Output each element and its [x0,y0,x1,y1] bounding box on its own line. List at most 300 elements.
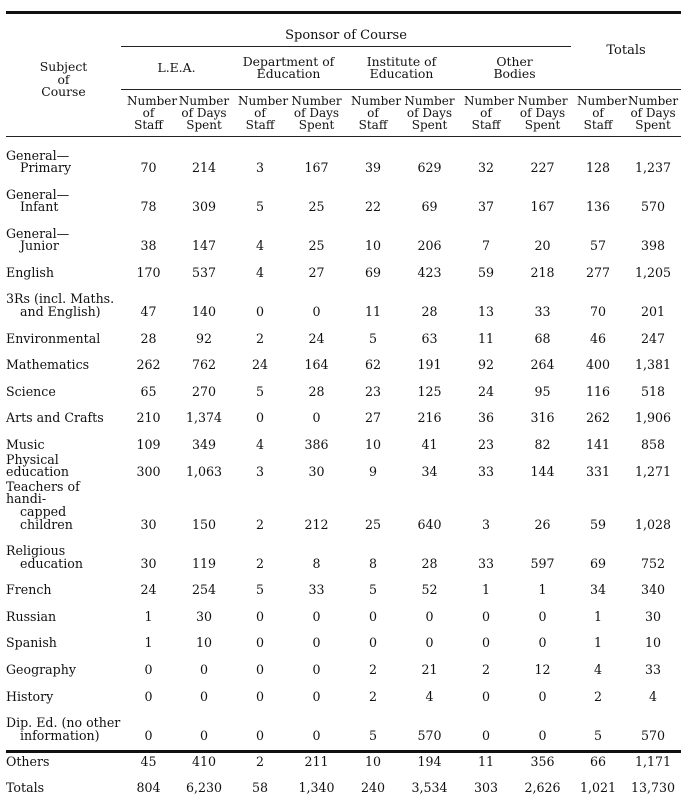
row-subject [6,139,121,177]
cell-institute-staff: 5 [368,727,377,743]
table-row [6,216,681,255]
cell-other-staff: 0 [481,608,490,624]
cell-institute-staff: 10 [364,238,382,254]
cell-other-days: 68 [534,330,551,346]
row-subject [6,625,121,652]
cell-institute-staff: 240 [360,780,386,796]
row-subject-line: Infant [20,199,59,215]
cell-totals-staff: 70 [590,304,607,319]
row-subject-line: education [20,555,83,571]
cell-totals-days: 30 [645,608,662,624]
cell-totals-staff: 400 [586,357,611,373]
cell-department-days: 27 [308,265,325,280]
cell-department-staff: 2 [255,754,264,770]
cell-department-staff: 58 [251,780,269,796]
row-subject-line: Junior [20,238,59,254]
cell-totals-staff: 136 [586,199,611,215]
col-header-other-staff: Number of Staff [458,90,514,137]
cell-institute-staff: 0 [368,635,377,651]
row-subject [6,771,121,797]
group-header-department: Department of Education [232,47,345,90]
cell-department-days: 0 [312,688,321,704]
cell-institute-days: 0 [425,635,434,651]
row-subject-line: Arts and Crafts [6,410,104,426]
cell-lea-days: 537 [191,265,217,280]
row-subject-line: English [6,265,54,280]
cell-other-days: 316 [530,410,555,426]
cell-other-days: 26 [534,516,551,532]
totals-row [6,771,681,797]
cell-totals-days: 1,028 [635,516,672,532]
cell-institute-days: 52 [421,582,438,598]
cell-totals-days: 752 [641,555,666,571]
cell-totals-days: 1,906 [635,410,672,426]
cell-totals-staff: 1 [594,608,603,624]
cell-other-staff: 11 [477,330,495,346]
cell-department-days: 33 [308,582,325,598]
cell-totals-staff: 46 [590,330,607,346]
cell-institute-staff: 10 [364,436,382,452]
cell-lea-staff: 804 [136,780,161,796]
cell-other-staff: 13 [477,304,495,319]
col-header-institute-staff: Number of Staff [345,90,401,137]
cell-other-staff: 33 [477,555,495,571]
cell-totals-staff: 59 [590,516,607,532]
cell-totals-days: 1,271 [635,464,672,480]
cell-department-days: 0 [312,727,321,743]
cell-other-days: 95 [534,383,551,399]
cell-lea-staff: 65 [140,383,157,399]
cell-other-days: 0 [538,688,547,704]
cell-institute-staff: 8 [368,555,377,571]
cell-institute-days: 629 [417,160,442,176]
cell-lea-days: 0 [199,688,208,704]
cell-lea-days: 6,230 [185,780,223,796]
cell-totals-days: 518 [641,383,666,399]
cell-department-staff: 0 [255,661,264,677]
row-subject-line: Mathematics [6,357,90,373]
col-header-department-staff: Number of Staff [232,90,288,137]
table-row [6,255,681,282]
cell-totals-staff: 116 [586,383,611,399]
cell-other-days: 167 [530,199,555,215]
cell-department-staff: 2 [255,516,264,532]
cell-other-days: 1 [538,582,547,598]
cell-institute-days: 41 [421,436,438,452]
cell-institute-days: 125 [417,383,442,399]
row-subject [6,599,121,626]
cell-department-staff: 2 [255,555,264,571]
cell-department-days: 211 [304,754,329,770]
cell-totals-staff: 2 [594,688,603,704]
cell-totals-days: 4 [649,688,658,704]
cell-totals-staff: 34 [590,582,607,598]
table-row [6,705,681,744]
row-subject [6,255,121,282]
cell-department-days: 1,340 [298,780,335,796]
sponsor-header: Sponsor of Course [285,27,407,43]
cell-institute-days: 206 [417,238,442,254]
cell-lea-staff: 45 [140,754,157,770]
cell-department-days: 0 [312,304,321,319]
cell-lea-days: 30 [195,608,213,624]
cell-lea-staff: 47 [140,304,157,319]
row-subject-line: Spanish [6,635,57,651]
cell-department-staff: 0 [255,688,264,704]
cell-department-staff: 3 [255,464,264,480]
cell-totals-days: 398 [641,238,666,254]
cell-other-days: 2,626 [524,780,561,796]
row-subject-line: Dip. Ed. (no other [6,714,121,730]
cell-institute-days: 570 [417,727,442,743]
table-row [6,599,681,626]
cell-lea-staff: 78 [140,199,157,215]
col-header-totals-staff: Number of Staff [571,90,625,137]
cell-institute-staff: 2 [368,688,377,704]
row-subject-line: 3Rs (incl. Maths. [6,291,115,307]
table-row [6,139,681,177]
row-subject [6,321,121,348]
cell-other-days: 218 [530,265,555,280]
cell-institute-staff: 69 [364,265,382,280]
row-subject-line: Teachers of handi- [6,478,80,507]
cell-institute-days: 28 [421,555,438,571]
cell-other-staff: 59 [477,265,495,280]
group-header-other [458,47,571,90]
cell-totals-days: 570 [641,727,666,743]
cell-department-staff: 5 [255,582,264,598]
cell-lea-staff: 210 [136,410,161,426]
cell-totals-staff: 57 [590,238,607,254]
courses-table [6,24,681,797]
cell-lea-staff: 30 [140,516,157,532]
row-subject-line: Music [6,436,45,452]
cell-totals-staff: 141 [586,436,611,452]
cell-totals-days: 33 [645,661,662,677]
row-subject-line: Geography [6,661,76,677]
cell-institute-staff: 22 [364,199,382,215]
cell-totals-days: 1,205 [635,265,672,280]
cell-totals-days: 1,171 [635,754,672,770]
cell-lea-staff: 300 [136,464,161,480]
row-subject-line: Primary [20,160,72,176]
cell-lea-days: 410 [191,754,217,770]
cell-totals-days: 1,381 [635,357,672,373]
cell-department-staff: 5 [255,383,264,399]
cell-totals-staff: 128 [586,160,611,176]
cell-institute-days: 69 [421,199,438,215]
cell-totals-staff: 66 [590,754,607,770]
row-subject-line: Russian [6,608,57,624]
cell-institute-staff: 11 [364,304,382,319]
cell-totals-days: 1,237 [635,160,672,176]
row-subject-line: General— [6,186,70,202]
cell-other-days: 82 [534,436,551,452]
cell-institute-days: 194 [417,754,442,770]
cell-department-staff: 0 [255,608,264,624]
row-subject-line: Science [6,383,56,399]
row-subject [6,572,121,599]
cell-lea-staff: 1 [144,608,153,624]
table-row [6,481,681,533]
cell-totals-staff: 1,021 [580,780,617,796]
cell-other-days: 227 [530,160,555,176]
cell-department-days: 212 [304,516,329,532]
cell-lea-days: 0 [199,727,208,743]
cell-totals-staff: 262 [586,410,611,426]
cell-department-days: 386 [304,436,329,452]
cell-other-staff: 0 [481,635,490,651]
cell-lea-days: 309 [191,199,217,215]
cell-other-days: 20 [534,238,551,254]
cell-totals-staff: 331 [586,464,611,480]
cell-institute-staff: 39 [364,160,382,176]
cell-institute-staff: 5 [368,582,377,598]
cell-other-days: 144 [530,464,555,480]
table-row [6,427,681,454]
row-subject-line: French [6,582,52,598]
cell-institute-days: 191 [417,357,442,373]
cell-other-staff: 92 [477,357,495,373]
cell-lea-days: 1,374 [185,410,223,426]
subject-header-text: Subject of Course [39,59,88,100]
cell-institute-staff: 27 [364,410,382,426]
cell-institute-days: 0 [425,608,434,624]
cell-totals-days: 858 [641,436,666,452]
cell-department-days: 24 [308,330,325,346]
cell-totals-staff: 5 [594,727,603,743]
cell-totals-staff: 4 [594,661,603,677]
cell-lea-staff: 30 [140,555,157,571]
cell-totals-days: 570 [641,199,666,215]
col-header-institute-days: Number of Days Spent [401,90,458,137]
row-subject-line: History [6,688,54,704]
row-subject [6,744,121,771]
cell-institute-staff: 62 [364,357,382,373]
cell-department-days: 25 [308,199,325,215]
cell-institute-staff: 2 [368,661,377,677]
cell-department-days: 8 [312,555,321,571]
cell-lea-days: 150 [191,516,217,532]
cell-institute-staff: 5 [368,330,377,346]
cell-department-days: 0 [312,410,321,426]
cell-lea-staff: 170 [136,265,161,280]
cell-totals-staff: 277 [586,265,611,280]
cell-other-staff: 11 [477,754,495,770]
cell-lea-staff: 0 [144,661,153,677]
cell-lea-days: 0 [199,661,208,677]
cell-other-staff: 303 [473,780,499,796]
row-subject [6,533,121,572]
row-subject-line: General— [6,225,70,241]
cell-department-days: 0 [312,661,321,677]
cell-lea-staff: 28 [140,330,157,346]
cell-department-staff: 5 [255,199,264,215]
cell-department-days: 164 [304,357,329,373]
row-subject-line: and English) [20,304,101,319]
table-row [6,374,681,401]
cell-department-staff: 0 [255,635,264,651]
table-row [6,347,681,374]
cell-institute-days: 28 [421,304,438,319]
cell-totals-staff: 69 [590,555,607,571]
cell-lea-days: 214 [191,160,217,176]
cell-lea-staff: 262 [136,357,161,373]
cell-department-days: 28 [308,383,325,399]
cell-other-staff: 37 [477,199,495,215]
cell-department-days: 30 [308,464,325,480]
cell-institute-days: 21 [421,661,438,677]
cell-other-staff: 0 [481,727,490,743]
cell-other-days: 264 [530,357,555,373]
table-row [6,744,681,771]
cell-other-days: 0 [538,608,547,624]
bottom-rule [6,750,681,753]
col-header-lea-staff: Number of Staff [121,90,176,137]
cell-other-staff: 24 [477,383,495,399]
cell-other-days: 0 [538,635,547,651]
table-row [6,533,681,572]
cell-institute-staff: 10 [364,754,382,770]
row-subject [6,451,121,481]
table-row [6,652,681,679]
cell-lea-staff: 1 [144,635,153,651]
cell-lea-days: 270 [191,383,217,399]
col-header-lea-days: Number of Days Spent [176,90,232,137]
cell-department-days: 167 [304,160,329,176]
cell-other-days: 33 [534,304,551,319]
cell-department-staff: 2 [255,330,264,346]
row-subject [6,705,121,744]
cell-institute-staff: 23 [364,383,382,399]
cell-other-staff: 36 [477,410,495,426]
group-header-lea: L.E.A. [121,47,232,90]
cell-department-days: 0 [312,635,321,651]
cell-institute-staff: 9 [368,464,377,480]
row-subject-line: Environmental [6,330,101,346]
cell-totals-staff: 1 [594,635,603,651]
cell-other-staff: 1 [481,582,490,598]
cell-lea-staff: 70 [140,160,157,176]
cell-department-staff: 0 [255,304,264,319]
cell-lea-days: 140 [191,304,217,319]
cell-other-days: 12 [534,661,551,677]
row-subject [6,374,121,401]
group-header-other-text: Other Bodies [493,53,536,81]
row-subject [6,400,121,427]
cell-lea-days: 349 [191,436,217,452]
cell-lea-days: 254 [191,582,217,598]
cell-lea-days: 92 [195,330,213,346]
table-row [6,321,681,348]
col-header-other-days: Number of Days Spent [514,90,571,137]
row-subject-line: capped children [20,503,73,532]
cell-department-staff: 0 [255,410,264,426]
cell-institute-days: 34 [421,464,438,480]
cell-department-staff: 0 [255,727,264,743]
cell-totals-days: 247 [641,330,666,346]
group-header-institute: Institute of Education [345,47,458,90]
table-row [6,625,681,652]
cell-other-staff: 3 [481,516,490,532]
table-row [6,282,681,321]
row-subject-line: information) [20,727,100,743]
row-subject [6,652,121,679]
table-row [6,572,681,599]
cell-lea-days: 119 [191,555,217,571]
cell-institute-staff: 25 [364,516,382,532]
row-subject-line: General— [6,147,70,163]
row-subject-line: Totals [6,780,45,796]
row-subject [6,679,121,706]
table-row [6,679,681,706]
cell-lea-staff: 0 [144,727,153,743]
cell-lea-days: 10 [195,635,213,651]
cell-other-staff: 33 [477,464,495,480]
cell-institute-days: 3,534 [411,780,448,796]
totals-header: Totals [606,43,646,58]
row-subject [6,478,121,533]
cell-department-days: 0 [312,608,321,624]
top-rule [6,11,681,14]
cell-other-staff: 23 [477,436,495,452]
cell-lea-staff: 24 [140,582,157,598]
cell-department-staff: 24 [251,357,269,373]
cell-lea-staff: 0 [144,688,153,704]
cell-totals-days: 10 [645,635,662,651]
cell-other-days: 597 [530,555,555,571]
row-subject [6,427,121,454]
cell-department-staff: 3 [255,160,264,176]
row-subject [6,282,121,321]
row-subject [6,216,121,255]
cell-other-days: 356 [530,754,555,770]
cell-totals-days: 13,730 [631,780,676,796]
cell-lea-days: 762 [191,357,217,373]
cell-totals-days: 340 [641,582,666,598]
cell-institute-days: 640 [417,516,442,532]
col-header-department-days: Number of Days Spent [288,90,345,137]
cell-department-staff: 4 [255,436,264,452]
subject-header [6,24,121,137]
table-row [6,454,681,481]
row-subject [6,347,121,374]
row-subject-line: Others [6,754,50,770]
cell-institute-days: 216 [417,410,442,426]
cell-lea-days: 1,063 [185,464,223,480]
cell-department-days: 25 [308,238,325,254]
table-row [6,177,681,216]
cell-other-staff: 32 [477,160,495,176]
table-row [6,400,681,427]
row-subject-line: Physical education [6,451,69,480]
cell-department-staff: 4 [255,265,264,280]
cell-lea-staff: 109 [136,436,161,452]
cell-lea-staff: 38 [140,238,157,254]
cell-lea-days: 147 [191,238,217,254]
cell-institute-days: 423 [417,265,442,280]
cell-other-staff: 0 [481,688,490,704]
col-header-totals-days: Number of Days Spent [625,90,681,137]
cell-institute-days: 63 [421,330,438,346]
cell-institute-days: 4 [425,688,434,704]
row-subject [6,177,121,216]
row-subject-line: Religious [6,542,66,558]
cell-department-staff: 4 [255,238,264,254]
cell-institute-staff: 0 [368,608,377,624]
cell-totals-days: 201 [641,304,666,319]
cell-other-days: 0 [538,727,547,743]
